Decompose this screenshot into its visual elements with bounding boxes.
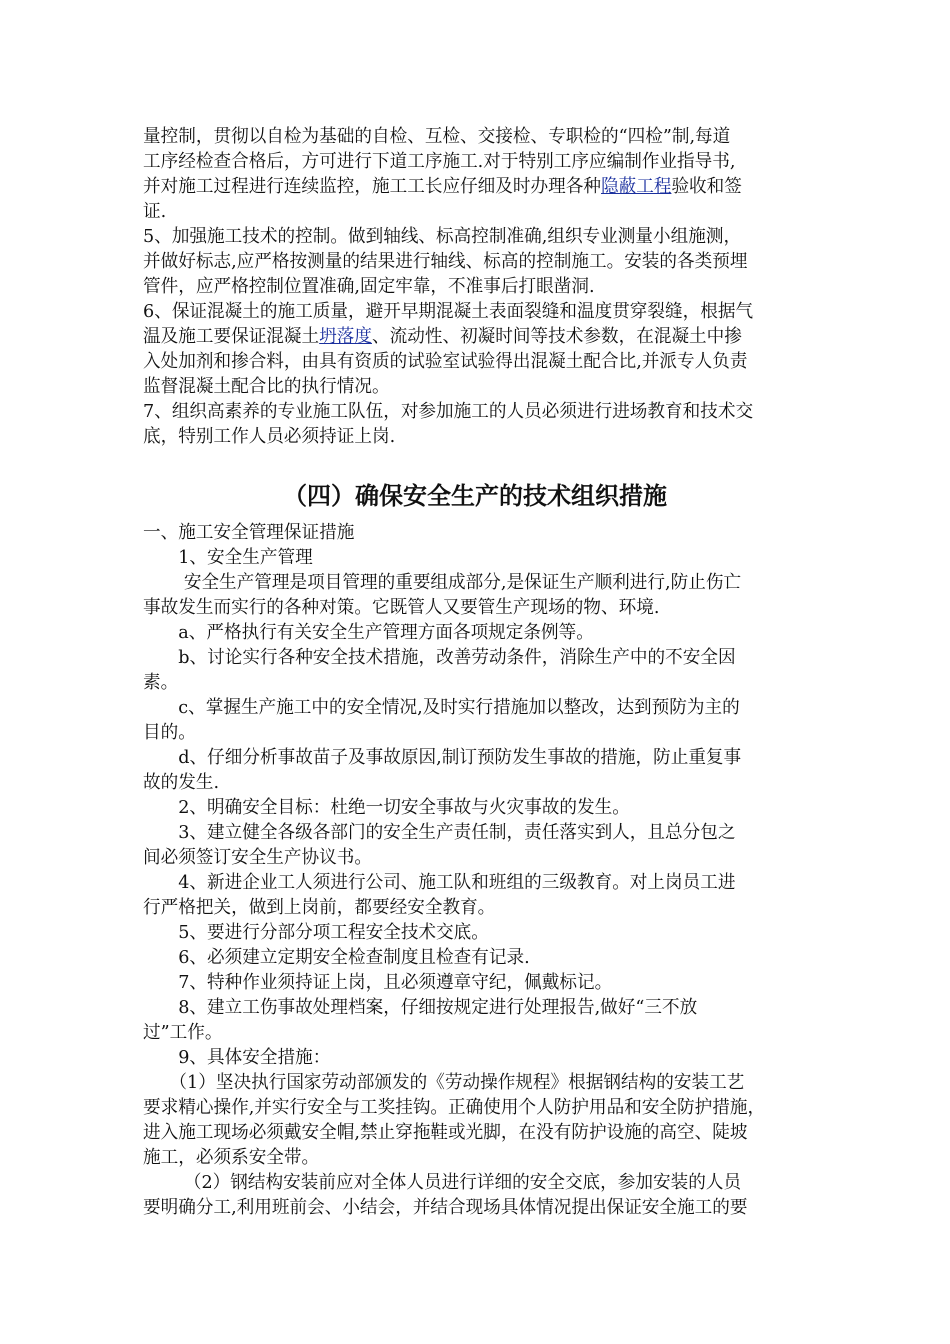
paragraph-line: 5、加强施工技术的控制。做到轴线、标高控制准确,组织专业测量小组施测， bbox=[143, 226, 742, 247]
paragraph-line: 过”工作。 bbox=[143, 1022, 223, 1043]
paragraph-line: 工序经检查合格后，方可进行下道工序施工.对于特别工序应编制作业指导书, bbox=[143, 151, 736, 172]
paragraph-line: 故的发生. bbox=[143, 772, 220, 793]
paragraph-line: 4、新进企业工人须进行公司、施工队和班组的三级教育。对上岗员工进 bbox=[143, 872, 736, 893]
paragraph-line: 事故发生而实行的各种对策。它既管人又要管生产现场的物、环境. bbox=[143, 597, 660, 618]
paragraph-line: 一、施工安全管理保证措施 bbox=[143, 522, 355, 543]
paragraph-line: 3、建立健全各级各部门的安全生产责任制，责任落实到人，且总分包之 bbox=[143, 822, 736, 843]
paragraph-line: 7、特种作业须持证上岗，且必须遵章守纪，佩戴标记。 bbox=[143, 972, 613, 993]
paragraph-line: 6、保证混凝土的施工质量，避开早期混凝土表面裂缝和温度贯穿裂缝，根据气 bbox=[143, 301, 754, 322]
paragraph-line: 施工，必须系安全带。 bbox=[143, 1147, 320, 1168]
paragraph-line bbox=[143, 324, 828, 349]
text-span: 验收和签 bbox=[671, 176, 742, 197]
paragraph-line: 素。 bbox=[143, 672, 179, 693]
paragraph-line: 目的。 bbox=[143, 722, 196, 743]
paragraph-line: （2）钢结构安装前应对全体人员进行详细的安全交底，参加安装的人员 bbox=[143, 1172, 742, 1193]
paragraph-line: 8、建立工伤事故处理档案，仔细按规定进行处理报告,做好“三不放 bbox=[143, 997, 698, 1018]
paragraph-line: 监督混凝土配合比的执行情况。 bbox=[143, 376, 390, 397]
hidden-works-link[interactable]: 隐蔽工程 bbox=[600, 176, 672, 197]
paragraph-line: b、讨论实行各种安全技术措施，改善劳动条件，消除生产中的不安全因 bbox=[143, 647, 736, 668]
paragraph-line: 2、明确安全目标：杜绝一切安全事故与火灾事故的发生。 bbox=[143, 797, 630, 818]
paragraph-line: 入处加剂和掺合料，由具有资质的试验室试验得出混凝土配合比,并派专人负责 bbox=[143, 351, 748, 372]
paragraph-line: 要求精心操作,并实行安全与工奖挂钩。正确使用个人防护用品和安全防护措施， bbox=[143, 1097, 766, 1118]
section-heading: （四）确保安全生产的技术组织措施 bbox=[283, 481, 667, 510]
paragraph-line: 进入施工现场必须戴安全帽,禁止穿拖鞋或光脚，在没有防护设施的高空、陡坡 bbox=[143, 1122, 748, 1143]
paragraph-line: 1、安全生产管理 bbox=[143, 547, 313, 568]
paragraph-line: 9、具体安全措施： bbox=[143, 1047, 331, 1068]
paragraph-line: 安全生产管理是项目管理的重要组成部分,是保证生产顺利进行,防止伤亡 bbox=[143, 572, 742, 593]
paragraph-line: c、掌握生产施工中的安全情况,及时实行措施加以整改，达到预防为主的 bbox=[143, 697, 740, 718]
paragraph-line: 量控制，贯彻以自检为基础的自检、互检、交接检、专职检的“四检”制,每道 bbox=[143, 126, 731, 147]
paragraph-line: 5、要进行分部分项工程安全技术交底。 bbox=[143, 922, 489, 943]
paragraph-line: 行严格把关，做到上岗前，都要经安全教育。 bbox=[143, 897, 496, 918]
paragraph-line: 要明确分工,利用班前会、小结会，并结合现场具体情况提出保证安全施工的要 bbox=[143, 1197, 748, 1218]
paragraph-line: 证. bbox=[143, 201, 167, 222]
paragraph-line bbox=[143, 174, 828, 199]
paragraph-line: 底，特别工作人员必须持证上岗. bbox=[143, 426, 396, 447]
paragraph-line: 6、必须建立定期安全检查制度且检查有记录. bbox=[143, 947, 530, 968]
paragraph-line: d、仔细分析事故苗子及事故原因,制订预防发生事故的措施，防止重复事 bbox=[143, 747, 742, 768]
paragraph-line: 管件，应严格控制位置准确,固定牢靠，不准事后打眼凿洞. bbox=[143, 276, 595, 297]
text-span: 、流动性、初凝时间等技术参数，在混凝土中掺 bbox=[371, 326, 742, 347]
paragraph-line: （1）坚决执行国家劳动部颁发的《劳动操作规程》根据钢结构的安装工艺 bbox=[143, 1072, 745, 1093]
slump-link[interactable]: 坍落度 bbox=[319, 326, 372, 347]
paragraph-line: 7、组织高素养的专业施工队伍，对参加施工的人员必须进行进场教育和技术交 bbox=[143, 401, 754, 422]
paragraph-line: a、严格执行有关安全生产管理方面各项规定条例等。 bbox=[143, 622, 594, 643]
paragraph-line: 间必须签订安全生产协议书。 bbox=[143, 847, 372, 868]
text-span: 并对施工过程进行连续监控，施工工长应仔细及时办理各种 bbox=[143, 176, 601, 197]
paragraph-line: 并做好标志,应严格按测量的结果进行轴线、标高的控制施工。安装的各类预埋 bbox=[143, 251, 748, 272]
text-span: 温及施工要保证混凝土 bbox=[143, 326, 320, 347]
